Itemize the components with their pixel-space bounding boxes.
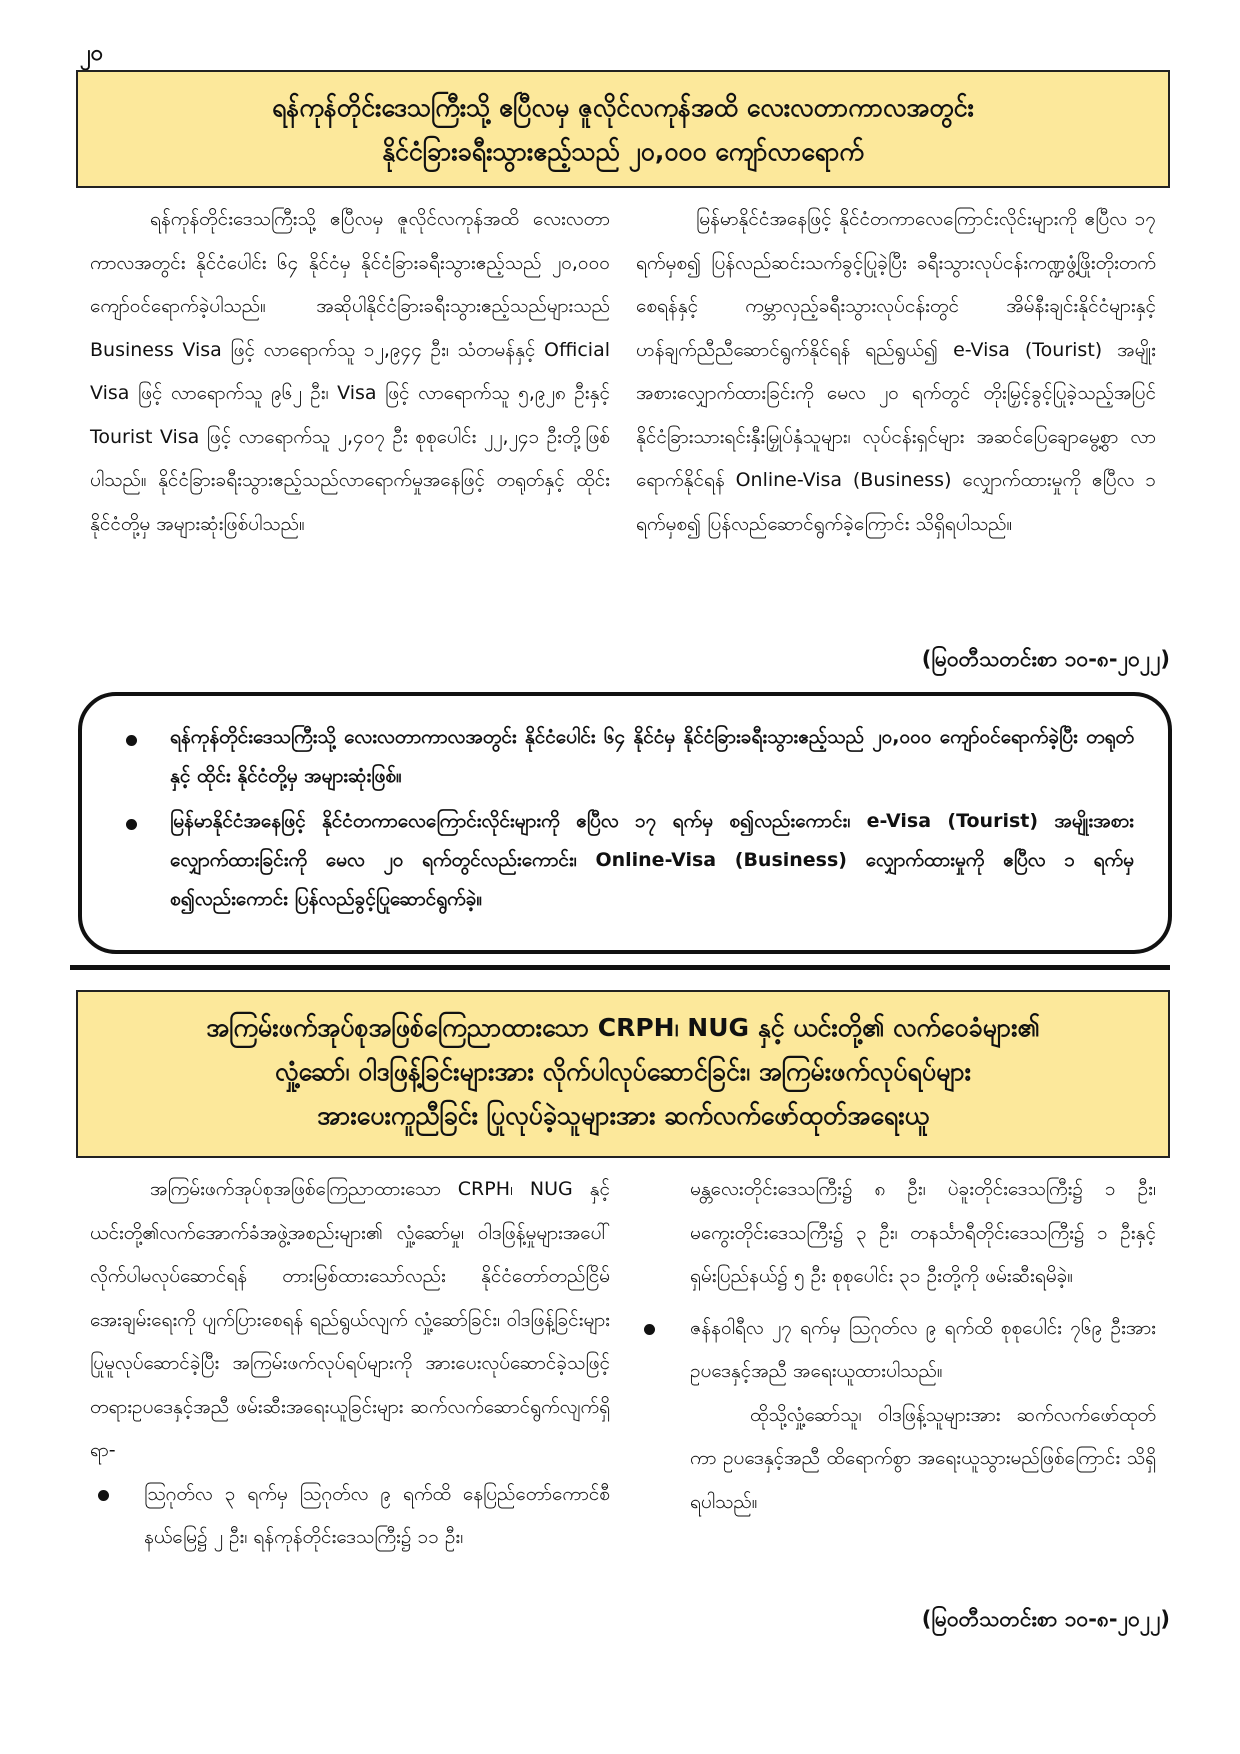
article2-right-continuation (636, 1168, 1156, 1299)
bullet-icon (126, 735, 137, 746)
summary-item (116, 802, 1134, 919)
summary-item-text: မြန်မာနိုင်ငံအနေဖြင့် နိုင်ငံတကာလေကြောင်းလိုင်းများကို ဧပြီလ ၁၇ ရက်မှ စ၍လည်းကောင်း၊ e-Visa (Tourist) အမျိုးအစားလျှောက်ထားခြင်းကို မေလ ၂၀ ရက်တွင်လည်းကောင်း၊ Online-Visa (Business) လျှောက်ထားမှုကို ဧပြီလ ၁ ရက်မှစ၍လည်းကောင်း ပြန်လည်ခွင့်ပြုဆောင်ရွက်ခဲ့။ (170, 810, 1134, 910)
bullet-icon (644, 1324, 655, 1335)
article1-headline-line2: နိုင်ငံခြားခရီးသွားဧည့်သည် ၂၀,၀၀၀ ကျော်လာရောက် (382, 137, 864, 166)
article1-right-paragraph: မြန်မာနိုင်ငံအနေဖြင့် နိုင်ငံတကာလေကြောင်းလိုင်းများကို ဧပြီလ ၁၇ ရက်မှစ၍ ပြန်လည်ဆင်းသက်ခွင့်ပြုခဲ့ပြီး ခရီးသွားလုပ်ငန်းကဏ္ဍဖွံ့ဖြိုးတိုးတက်စေရန်နှင့် ကမ္ဘာလှည့်ခရီးသွားလုပ်ငန်းတွင် အိမ်နီးချင်းနိုင်ငံများနှင့် ဟန်ချက်ညီညီဆောင်ရွက်နိုင်ရန် ရည်ရွယ်၍ e-Visa (Tourist) အမျိုးအစားလျှောက်ထားခြင်းကို မေလ ၂၀ ရက်တွင် တိုးမြှင့်ခွင့်ပြုခဲ့သည့်အပြင် နိုင်ငံခြားသားရင်းနှီးမြှုပ်နှံသူများ၊ လုပ်ငန်းရှင်များ အဆင်ပြေချောမွေ့စွာ လာရောက်နိုင်ရန် Online-Visa (Business) လျှောက်ထားမှုကို ဧပြီလ ၁ ရက်မှစ၍ ပြန်လည်ဆောင်ရွက်ခဲ့ကြောင်း သိရှိရပါသည်။ (636, 208, 1156, 535)
summary-item-text: ရန်ကုန်တိုင်းဒေသကြီးသို့ လေးလတာကာလအတွင်း နိုင်ငံပေါင်း ၆၄ နိုင်ငံမှ နိုင်ငံခြားခရီးသွားဧည့်သည် ၂၀,၀၀၀ ကျော်ဝင်ရောက်ခဲ့ပြီး တရုတ်နှင့် ထိုင်း နိုင်ငံတို့မှ အများဆုံးဖြစ်။ (170, 726, 1134, 787)
article1-source: (မြဝတီသတင်းစာ ၁၀-၈-၂၀၂၂) (921, 647, 1170, 671)
summary-box (78, 692, 1172, 954)
article2-right-continuation-text: မန္တလေးတိုင်းဒေသကြီး၌ ၈ ဦး၊ ပဲခူးတိုင်းဒေသကြီး၌ ၁ ဦး၊ မကွေးတိုင်းဒေသကြီး၌ ၃ ဦး၊ တနင်္သာရီတိုင်းဒေသကြီး၌ ၁ ဦးနှင့် ရှမ်းပြည်နယ်၌ ၅ ဦး စုစုပေါင်း ၃၁ ဦးတို့ကို ဖမ်းဆီးရမိခဲ့။ (690, 1178, 1156, 1287)
summary-item (116, 718, 1134, 796)
article2-headline-line1: အကြမ်းဖက်အုပ်စုအဖြစ်ကြေညာထားသော CRPH၊ NUG နှင့် ယင်းတို့၏ လက်ဝေခံများ၏ (206, 1013, 1040, 1042)
article1-headline (76, 70, 1170, 188)
page-number: ၂၀ (80, 41, 104, 66)
article2-right-bullet-item (636, 1307, 1156, 1394)
article2-left-column (90, 1168, 610, 1560)
bullet-icon (98, 1490, 109, 1501)
article2-right-paragraph: ထိုသို့လှုံ့ဆော်သူ၊ ဝါဒဖြန့်သူများအား ဆက်လက်ဖော်ထုတ်ကာ ဥပဒေနှင့်အညီ ထိရောက်စွာ အရေးယူသွားမည်ဖြစ်ကြောင်း သိရှိရပါသည်။ (690, 1403, 1156, 1513)
article1-left-paragraph: ရန်ကုန်တိုင်းဒေသကြီးသို့ ဧပြီလမှ ဇူလိုင်လကုန်အထိ လေးလတာကာလအတွင်း နိုင်ငံပေါင်း ၆၄ နိုင်ငံမှ နိုင်ငံခြားခရီးသွားဧည့်သည် ၂၀,၀၀၀ ကျော်ဝင်ရောက်ခဲ့ပါသည်။ အဆိုပါနိုင်ငံခြားခရီးသွားဧည့်သည်များသည် Business Visa ဖြင့် လာရောက်သူ ၁၂,၉၄၄ ဦး၊ သံတမန်နှင့် Official Visa ဖြင့် လာရောက်သူ ၉၆၂ ဦး၊ Visa ဖြင့် လာရောက်သူ ၅,၉၂၈ ဦးနှင့် Tourist Visa ဖြင့် လာရောက်သူ ၂,၄၀၇ ဦး စုစုပေါင်း ၂၂,၂၄၁ ဦးတို့ဖြစ်ပါသည်။ နိုင်ငံခြားခရီးသွားဧည့်သည်လာရောက်မှုအနေဖြင့် တရုတ်နှင့် ထိုင်းနိုင်ငံတို့မှ အများဆုံးဖြစ်ပါသည်။ (90, 208, 610, 535)
article2-right-column (636, 1168, 1156, 1524)
article2-left-bullet-text: ဩဂုတ်လ ၃ ရက်မှ ဩဂုတ်လ ၉ ရက်ထိ နေပြည်တော်ကောင်စီနယ်မြေ၌ ၂ ဦး၊ ရန်ကုန်တိုင်းဒေသကြီး၌ ၁၁ ဦး၊ (144, 1482, 610, 1548)
article2-headline-line2: လှုံ့ဆော်၊ ဝါဒဖြန့်ခြင်းများအား လိုက်ပါလုပ်ဆောင်ခြင်း၊ အကြမ်းဖက်လုပ်ရပ်များ (275, 1057, 971, 1086)
article2-headline (76, 990, 1170, 1158)
article1-headline-line1: ရန်ကုန်တိုင်းဒေသကြီးသို့ ဧပြီလမှ ဇူလိုင်လကုန်အထိ လေးလတာကာလအတွင်း (272, 93, 974, 122)
article2-left-bullet-item (90, 1473, 610, 1560)
article1-left-column (90, 198, 610, 546)
article2-headline-line3: အားပေးကူညီခြင်း ပြုလုပ်ခဲ့သူများအား ဆက်လက်ဖော်ထုတ်အရေးယူ (317, 1101, 929, 1130)
article2-right-bullet-text: ဇန်နဝါရီလ ၂၇ ရက်မှ ဩဂုတ်လ ၉ ရက်ထိ စုစုပေါင်း ၇၆၉ ဦးအား ဥပဒေနှင့်အညီ အရေးယူထားပါသည်။ (690, 1316, 1156, 1382)
section-divider (70, 965, 1170, 970)
bullet-icon (126, 819, 137, 830)
article2-source: (မြဝတီသတင်းစာ ၁၀-၈-၂၀၂၂) (921, 1607, 1170, 1631)
article1-right-column (636, 198, 1156, 546)
article2-left-paragraph: အကြမ်းဖက်အုပ်စုအဖြစ်ကြေညာထားသော CRPH၊ NUG နှင့် ယင်းတို့၏လက်အောက်ခံအဖွဲ့အစည်းများ၏ လှုံ့ဆော်မှု၊ ဝါဒဖြန့်မှုများအပေါ် လိုက်ပါမလုပ်ဆောင်ရန် တားမြစ်ထားသော်လည်း နိုင်ငံတော်တည်ငြိမ်အေးချမ်းရေးကို ပျက်ပြားစေရန် ရည်ရွယ်လျက် လှုံ့ဆော်ခြင်း၊ ဝါဒဖြန့်ခြင်းများ ပြုမူလုပ်ဆောင်ခဲ့ပြီး အကြမ်းဖက်လုပ်ရပ်များကို အားပေးလုပ်ဆောင်ခဲ့သဖြင့် တရားဥပဒေနှင့်အညီ ဖမ်းဆီးအရေးယူခြင်းများ ဆက်လက်ဆောင်ရွက်လျက်ရှိရာ- (90, 1178, 610, 1461)
